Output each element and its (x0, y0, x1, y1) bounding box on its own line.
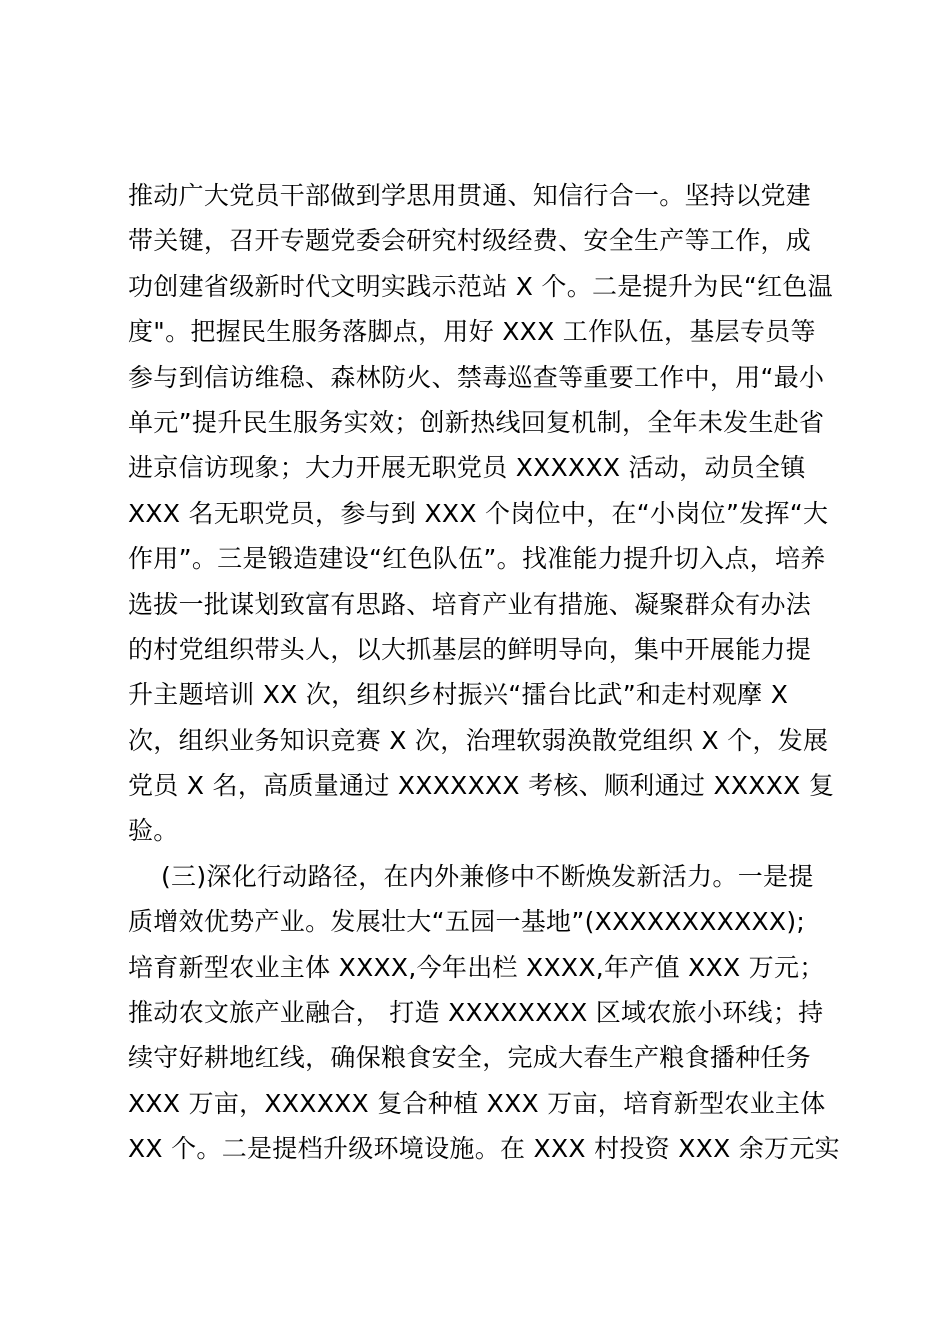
text-line-8: XXX 名无职党员，参与到 XXX 个岗位中，在“小岗位”发挥“大 (128, 498, 829, 528)
text-line-14: 党员 X 名，高质量通过 XXXXXXX 考核、顺利通过 XXXXX 复 (128, 771, 835, 801)
text-line-18: 培育新型农业主体 XXXX,今年出栏 XXXX,年产值 XXX 万元； (128, 952, 825, 982)
text-line-19: 推动农文旅产业融合， 打造 XXXXXXXX 区域农旅小环线；持 (128, 998, 824, 1028)
text-line-21: XXX 万亩，XXXXXX 复合种植 XXX 万亩，培育新型农业主体 (128, 1088, 826, 1118)
body-text (128, 173, 838, 1172)
text-line-6: 单元”提升民生服务实效；创新热线回复机制，全年未发生赴省 (128, 407, 825, 437)
text-line-10: 选拔一批谋划致富有思路、培育产业有措施、凝聚群众有办法 (128, 589, 812, 619)
text-line-3: 功创建省级新时代文明实践示范站 X 个。二是提升为民“红色温 (128, 271, 833, 301)
text-line-9: 作用”。三是锻造建设“红色队伍”。找准能力提升切入点，培养 (128, 544, 826, 574)
text-line-16: (三)深化行动路径，在内外兼修中不断焕发新活力。一是提 (128, 861, 814, 891)
text-line-15: 验。 (128, 816, 179, 846)
text-line-20: 续守好耕地红线，确保粮食安全，完成大春生产粮食播种任务 (128, 1043, 812, 1073)
text-line-1: 推动广大党员干部做到学思用贯通、知信行合一。坚持以党建 (128, 181, 812, 210)
text-line-4: 度"。把握民生服务落脚点，用好 XXX 工作队伍，基层专员等 (128, 317, 816, 347)
text-line-11: 的村党组织带头人，以大抓基层的鲜明导向，集中开展能力提 (128, 634, 812, 664)
text-line-2: 带关键，召开专题党委会研究村级经费、安全生产等工作，成 (128, 226, 812, 256)
text-line-5: 参与到信访维稳、森林防火、禁毒巡查等重要工作中，用“最小 (128, 362, 825, 392)
text-line-22: XX 个。二是提档升级环境设施。在 XXX 村投资 XXX 余万元实 (128, 1134, 840, 1164)
text-line-13: 次，组织业务知识竞赛 X 次，治理软弱涣散党组织 X 个，发展 (128, 725, 829, 755)
text-line-12: 升主题培训 XX 次，组织乡村振兴“擂台比武”和走村观摩 X (128, 680, 789, 710)
text-line-7: 进京信访现象；大力开展无职党员 XXXXXX 活动，动员全镇 (128, 453, 806, 483)
text-line-17: 质增效优势产业。发展壮大“五园一基地”(XXXXXXXXXXX); (128, 907, 806, 937)
